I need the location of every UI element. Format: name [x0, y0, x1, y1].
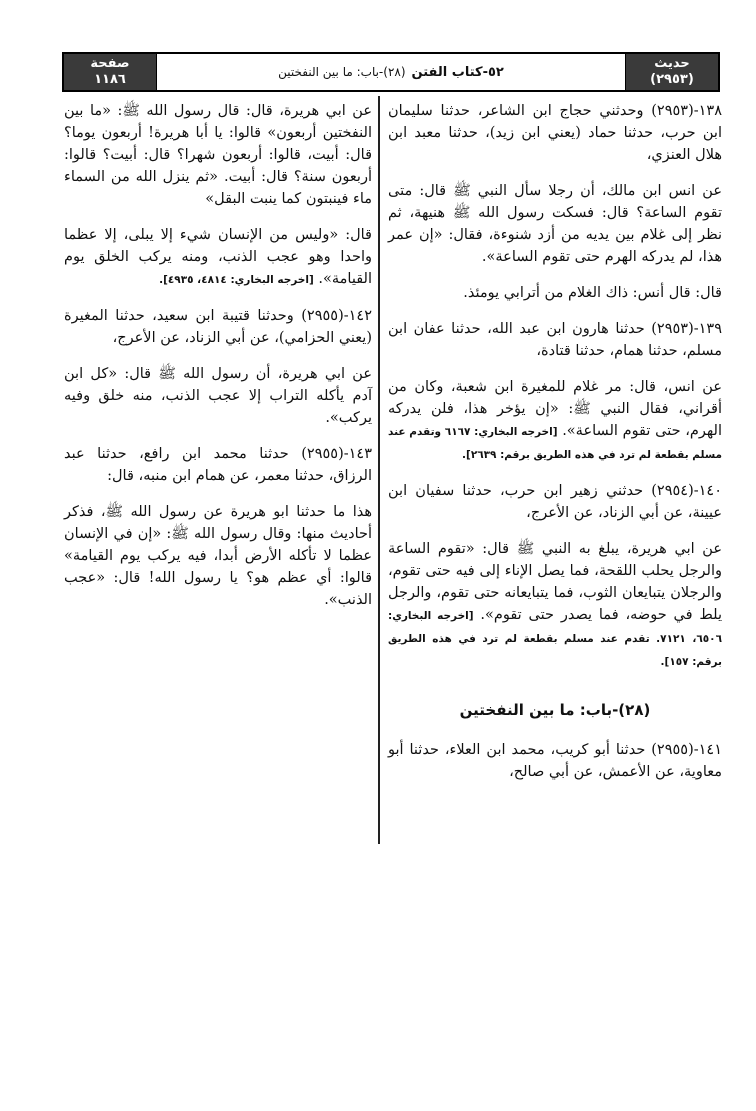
hadith-label: حديث: [654, 56, 690, 71]
chapter-heading: (٢٨)-باب: ما بين النفختين: [459, 701, 651, 719]
hadith-138-isnad: ١٣٨-(٢٩٥٣) وحدثني حجاج ابن الشاعر، حدثنا سليمان ابن حرب، حدثنا حماد (يعني ابن زيد)، حدثنا معبد ابن هلال العنزي،: [388, 103, 722, 163]
hadith-141-text: عن ابي هريرة، قال: قال رسول الله ﷺ: «ما بين النفختين أربعون» قالوا: يا أبا هريرة! أربعون يوما؟ قال: أبيت، قالوا: أربعون شهرا؟ قال: أبيت؟ قالوا: أربعون سنة؟ قال: أبيت. «ثم ينزل الله من السماء ماء فينبتون كما ينبت البقل»: [64, 103, 372, 207]
hadith-141-continuation: [64, 224, 372, 291]
hadith-140-isnad: ١٤٠-(٢٩٥٤) حدثني زهير ابن حرب، حدثنا سفيان ابن عيينة، عن أبي الزناد، عن الأعرج،: [388, 483, 722, 521]
hadith-141-body: قال: «وليس من الإنسان شيء إلا يبلى، إلا عظما واحدا وهو عجب الذنب، ومنه يركب الخلق يوم القيامة».: [64, 227, 372, 287]
hadith-138-note: قال: قال أنس: ذاك الغلام من أترابي يومئذ.: [463, 285, 722, 301]
hadith-139-isnad: ١٣٩-(٢٩٥٣) حدثنا هارون ابن عبد الله، حدثنا عفان ابن مسلم، حدثنا همام، حدثنا قتادة،: [388, 321, 722, 359]
hadith-141-reference: [اخرجه البخاري: ٤٨١٤، ٤٩٣٥].: [159, 274, 314, 286]
page-label: صفحة: [90, 56, 130, 71]
hadith-142-isnad: ١٤٢-(٢٩٥٥) وحدثنا قتيبة ابن سعيد، حدثنا المغيرة (يعني الحزامي)، عن أبي الزناد، عن الأعرج،: [64, 308, 372, 346]
chapter-title: (٢٨)-باب: ما بين النفختين: [278, 65, 406, 79]
page-number-box: [64, 54, 156, 90]
hadith-138-text: عن انس ابن مالك، أن رجلا سأل النبي ﷺ قال: متى تقوم الساعة؟ قال: فسكت رسول الله ﷺ هنيهة، ثم نظر إلى غلام بين يديه من أزد شنوءة، فقال: «إن عمر هذا، لم يدركه الهرم حتى تقوم الساعة».: [388, 183, 722, 265]
hadith-140-reference: [اخرجه البخاري: ٦٥٠٦، ٧١٢١. تقدم عند مسلم بقطعة لم ترد في هذه الطريق برقم: ١٥٧].: [388, 610, 722, 668]
book-title: ٥٢-كتاب الفتن: [411, 64, 504, 80]
column-divider: [378, 96, 380, 844]
hadith-140-text: [388, 538, 722, 673]
hadith-140-body: عن ابي هريرة، يبلغ به النبي ﷺ قال: «تقوم الساعة والرجل يحلب اللقحة، فما يصل الإناء إلى فيه حتى تقوم، والرجلان يتبايعان الثوب، فما يتبايعانه حتى تقوم، والرجل يلط في حوضه، فما يصدر حتى تقوم».: [388, 541, 722, 623]
hadith-141-isnad: ١٤١-(٢٩٥٥) حدثنا أبو كريب، محمد ابن العلاء، حدثنا أبو معاوية، عن الأعمش، عن أبي صالح،: [388, 742, 722, 780]
hadith-number: (٢٩٥٣): [650, 72, 694, 87]
right-column: [388, 100, 722, 797]
hadith-142-text: عن ابي هريرة، أن رسول الله ﷺ قال: «كل ابن آدم يأكله التراب إلا عجب الذنب، منه خلق وفيه يركب».: [64, 366, 372, 426]
hadith-139-text: [388, 376, 722, 466]
page-header: [62, 52, 720, 92]
hadith-139-body: عن انس، قال: مر غلام للمغيرة ابن شعبة، وكان من أقراني، فقال النبي ﷺ: «إن يؤخر هذا، فلن يدركه الهرم، حتى تقوم الساعة».: [388, 379, 723, 439]
hadith-143-isnad: ١٤٣-(٢٩٥٥) حدثنا محمد ابن رافع، حدثنا عبد الرزاق، حدثنا معمر، عن همام ابن منبه، قال:: [64, 446, 372, 484]
hadith-number-box: [626, 54, 718, 90]
hadith-143-text: هذا ما حدثنا ابو هريرة عن رسول الله ﷺ، فذكر أحاديث منها: وقال رسول الله ﷺ: «إن في الإنسان عظما لا تأكله الأرض أبدا، فيه يركب يوم القيامة» قالوا: أي عظم هو؟ يا رسول الله! قال: «عجب الذنب».: [64, 504, 372, 608]
page-number: ١١٨٦: [94, 72, 126, 87]
hadith-139-reference: [اخرجه البخاري: ٦١٦٧ وتقدم عند مسلم بقطعة لم ترد في هذه الطريق برقم: ٢٦٣٩].: [388, 426, 722, 461]
running-title: [156, 54, 626, 90]
left-column: [64, 100, 372, 625]
